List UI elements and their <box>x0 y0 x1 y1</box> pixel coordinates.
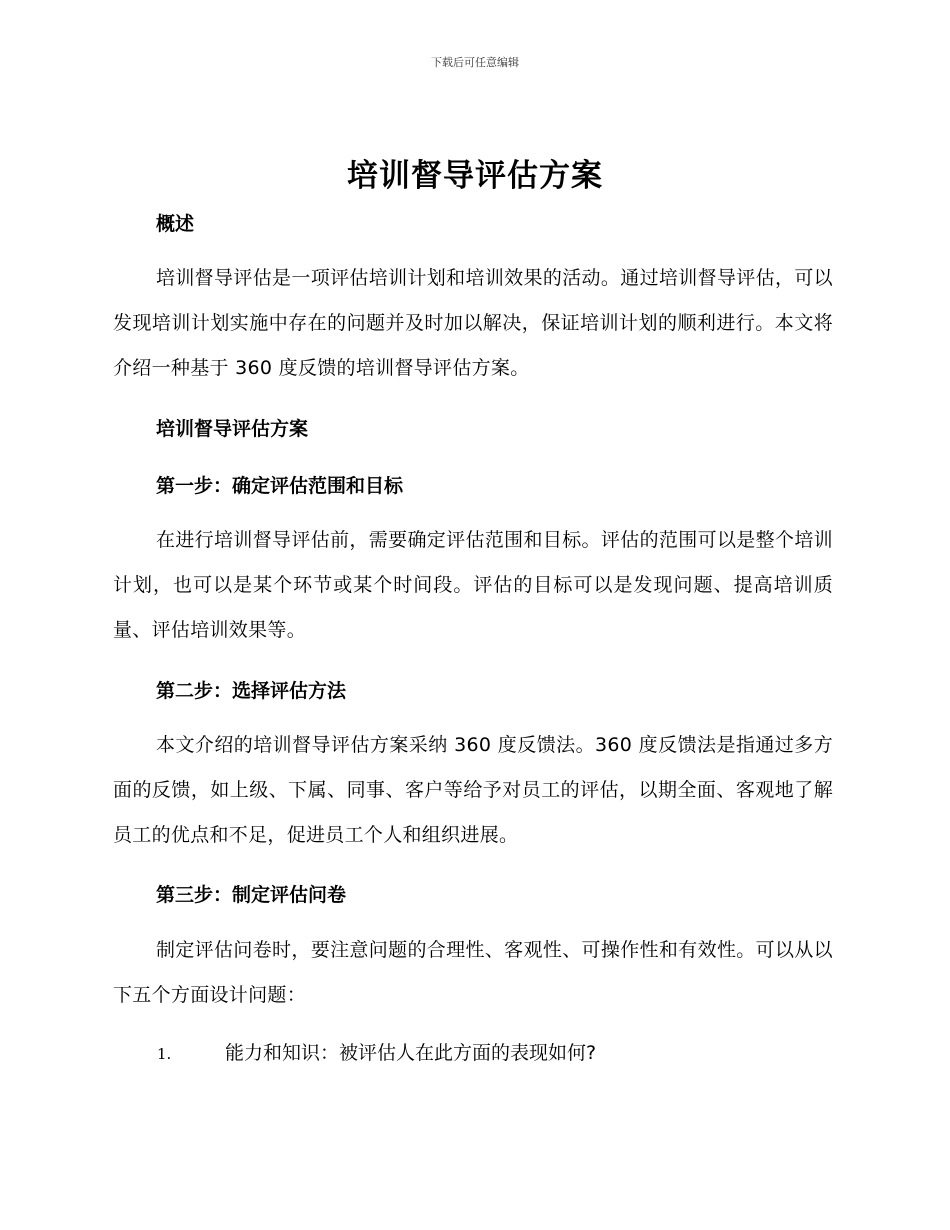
paragraph-step3: 制定评估问卷时，要注意问题的合理性、客观性、可操作性和有效性。可以从以下五个方面设计问题： <box>113 939 833 1006</box>
page-header-note: 下载后可任意编辑 <box>431 56 519 69</box>
list-item <box>157 1038 596 1065</box>
list-item-number: 1. <box>157 1045 172 1063</box>
section-heading-plan: 培训督导评估方案 <box>156 418 309 440</box>
document-title: 培训督导评估方案 <box>347 158 603 194</box>
list-item-text: 能力和知识：被评估人在此方面的表现如何? <box>225 1042 597 1064</box>
paragraph-step2: 本文介绍的培训督导评估方案采纳 360 度反馈法。360 度反馈法是指通过多方面的反馈，如上级、下属、同事、客户等给予对员工的评估，以期全面、客观地了解员工的优点和不足，促进员工个人和组织进展。 <box>113 734 833 846</box>
paragraph-step1: 在进行培训督导评估前，需要确定评估范围和目标。评估的范围可以是整个培训计划，也可以是某个环节或某个时间段。评估的目标可以是发现问题、提高培训质量、评估培训效果等。 <box>113 529 833 641</box>
section-heading-step3: 第三步：制定评估问卷 <box>156 884 347 906</box>
section-heading-step1: 第一步：确定评估范围和目标 <box>156 475 404 497</box>
section-heading-step2: 第二步：选择评估方法 <box>156 680 347 702</box>
section-heading-overview: 概述 <box>156 213 195 235</box>
paragraph-overview: 培训督导评估是一项评估培训计划和培训效果的活动。通过培训督导评估，可以发现培训计划实施中存在的问题并及时加以解决，保证培训计划的顺利进行。本文将介绍一种基于 360 度反馈的培训督导评估方案。 <box>113 267 833 379</box>
